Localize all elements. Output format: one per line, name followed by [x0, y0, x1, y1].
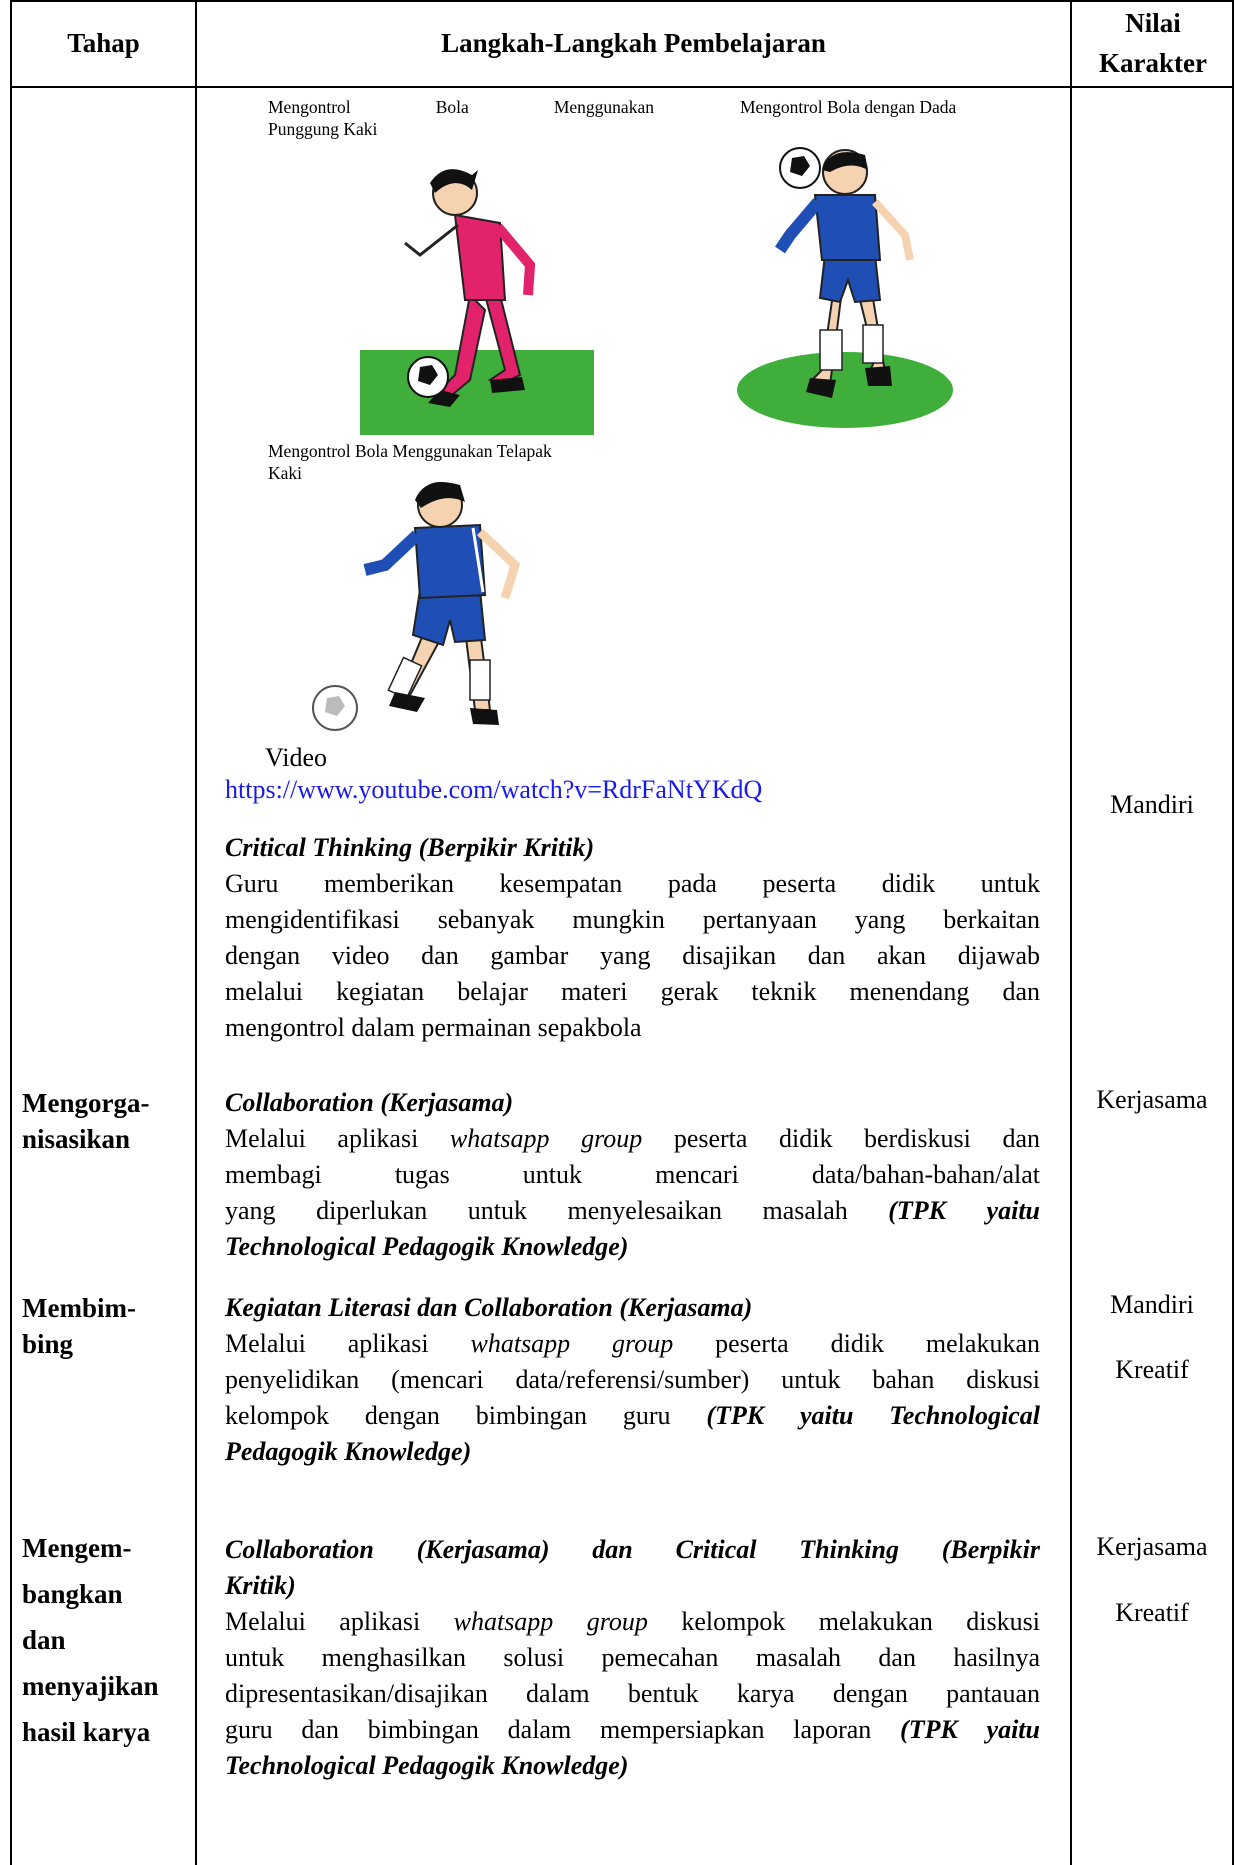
- row1-content: [225, 830, 1040, 1046]
- row4-value-1: Kerjasama: [1096, 1532, 1208, 1561]
- row1-line: mengontrol dalam permainan sepakbola: [225, 1013, 642, 1042]
- column-divider-1: [195, 0, 197, 1865]
- caption-telapak-kaki-line2: Kaki: [268, 463, 303, 483]
- row2-value: Kerjasama: [1096, 1085, 1208, 1114]
- video-link[interactable]: https://www.youtube.com/watch?v=RdrFaNtYKdQ: [225, 775, 763, 804]
- header-top-border: [10, 0, 1234, 2]
- row2-heading: Collaboration (Kerjasama): [225, 1088, 514, 1117]
- row4-value-2: Kreatif: [1115, 1598, 1189, 1627]
- header-langkah: Langkah-Langkah Pembelajaran: [441, 28, 826, 58]
- row1-line: melalui kegiatan belajar materi gerak teknik menendang dan: [225, 977, 1040, 1006]
- column-divider-2: [1070, 0, 1072, 1865]
- row1-heading: Critical Thinking (Berpikir Kritik): [225, 833, 595, 862]
- row3-value-1: Mandiri: [1110, 1290, 1194, 1319]
- row4-content: Collaboration (Kerjasama) dan Critical Thinking (Berpikir Kritik) Melalui aplikasi whatsapp group kelompok melakukan diskusi untuk menghasilkan solusi pemecahan masalah dan hasilnya dipresentasikan/disajikan dalam bentuk karya dengan pantauan guru dan bimbingan dalam mempersiapkan laporan (TPK yaitu Technological Pedagogik Knowledge): [225, 1532, 1040, 1784]
- row1-line: Guru memberikan kesempatan pada peserta didik untuk: [225, 869, 1040, 898]
- row3-stage: Membim- bing: [22, 1293, 136, 1359]
- caption-punggung-kaki-line2: Punggung Kaki: [268, 119, 378, 139]
- caption-telapak-kaki: Mengontrol Bola Menggunakan Telapak: [268, 441, 552, 461]
- header-karakter: Karakter: [1099, 48, 1207, 78]
- illustration-dada: [740, 140, 955, 430]
- row2-content: Collaboration (Kerjasama) Melalui aplikasi whatsapp group peserta didik berdiskusi dan membagi tugas untuk mencari data/bahan-bahan/alat yang diperlukan untuk menyelesaikan masalah (TPK yaitu Technological Pedagogik Knowledge): [225, 1085, 1040, 1265]
- row1-value: Mandiri: [1110, 790, 1194, 819]
- row1-line: mengidentifikasi sebanyak mungkin pertanyaan yang berkaitan: [225, 905, 1040, 934]
- row4-heading: Collaboration (Kerjasama) dan Critical Thinking (Berpikir: [225, 1535, 1040, 1564]
- row3-content: Kegiatan Literasi dan Collaboration (Kerjasama) Melalui aplikasi whatsapp group peserta didik melakukan penyelidikan (mencari data/referensi/sumber) untuk bahan diskusi kelompok dengan bimbingan guru (TPK yaitu Technological Pedagogik Knowledge): [225, 1290, 1040, 1470]
- header-nilai: Nilai: [1125, 8, 1181, 38]
- row1-line: dengan video dan gambar yang disajikan dan akan dijawab: [225, 941, 1040, 970]
- caption-punggung-kaki: Mengontrol Bola Menggunakan: [268, 97, 654, 117]
- header-tahap: Tahap: [67, 28, 140, 58]
- header-bottom-border: [10, 86, 1234, 88]
- illustration-punggung-kaki: [360, 145, 594, 435]
- video-label: Video: [265, 743, 327, 772]
- row4-stage: Mengem- bangkan dan menyajikan hasil karya: [22, 1533, 159, 1747]
- row3-value-2: Kreatif: [1115, 1355, 1189, 1384]
- row2-stage: Mengorga- nisasikan: [22, 1088, 150, 1154]
- illustration-telapak-kaki: [355, 480, 555, 740]
- row3-heading: Kegiatan Literasi dan Collaboration (Kerjasama): [225, 1293, 753, 1322]
- caption-dada: Mengontrol Bola dengan Dada: [740, 97, 957, 117]
